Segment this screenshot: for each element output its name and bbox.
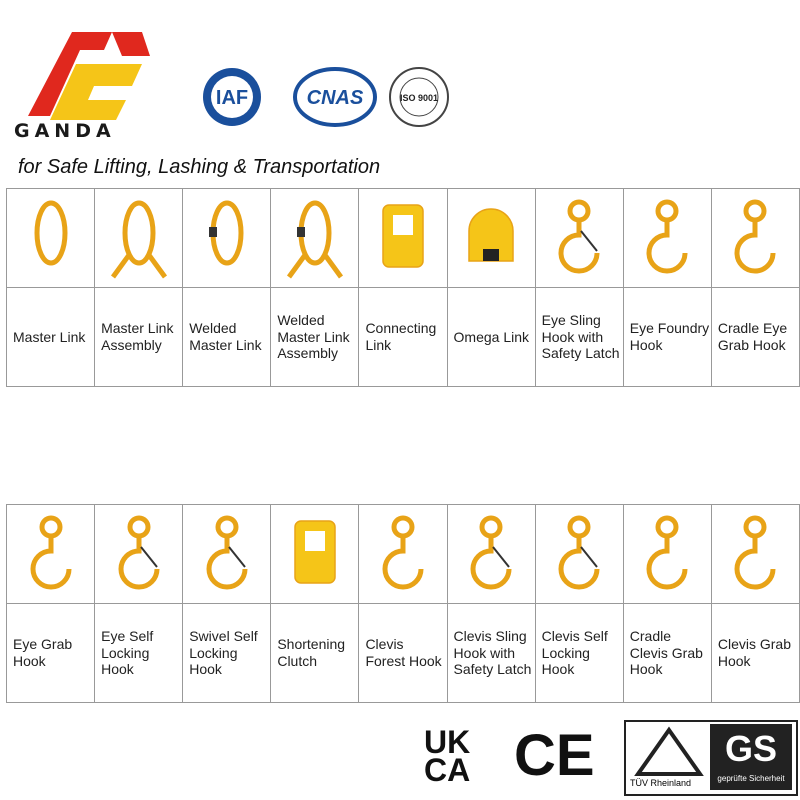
- product-image-cell: [447, 189, 535, 288]
- clevis-grab-hook-icon: [715, 507, 795, 597]
- welded-master-link-assembly-icon: [275, 191, 355, 281]
- product-image-cell: [711, 505, 799, 604]
- product-image-cell: [95, 189, 183, 288]
- gs-badge: GS geprüfte Sicherheit: [710, 724, 792, 790]
- product-image-cell: [183, 189, 271, 288]
- product-image-cell: [95, 505, 183, 604]
- product-image-cell: [7, 189, 95, 288]
- connecting-link-icon: [363, 191, 443, 281]
- product-label: Clevis Sling Hook with Safety Latch: [447, 604, 535, 703]
- welded-master-link-icon: [187, 191, 267, 281]
- shortening-clutch-icon: [275, 507, 355, 597]
- iso-logo: [388, 66, 450, 128]
- ce-mark: CE: [514, 723, 595, 788]
- omega-link-icon: [451, 191, 531, 281]
- cnas-logo: [292, 66, 378, 128]
- product-label: Swivel Self Locking Hook: [183, 604, 271, 703]
- tuv-triangle-icon: [634, 726, 704, 778]
- eye-grab-hook-icon: [11, 507, 91, 597]
- product-label: Shortening Clutch: [271, 604, 359, 703]
- eye-self-locking-hook-icon: [99, 507, 179, 597]
- product-label: Master Link: [7, 288, 95, 387]
- cradle-clevis-grab-hook-icon: [627, 507, 707, 597]
- product-image-cell: [359, 505, 447, 604]
- tagline: for Safe Lifting, Lashing & Transportation: [18, 156, 381, 178]
- cnas-text: CNAS: [306, 87, 364, 109]
- product-image-cell: [623, 189, 711, 288]
- clevis-forest-hook-icon: [363, 507, 443, 597]
- product-label: Clevis Grab Hook: [711, 604, 799, 703]
- product-image-cell: [271, 505, 359, 604]
- product-label: Omega Link: [447, 288, 535, 387]
- iaf-text: IAF: [215, 87, 249, 109]
- product-table-row1: [6, 188, 800, 387]
- product-label: Connecting Link: [359, 288, 447, 387]
- product-label: Cradle Eye Grab Hook: [711, 288, 799, 387]
- eye-sling-hook-icon: [539, 191, 619, 281]
- logo-text: GANDA: [14, 120, 116, 142]
- product-image-cell: [535, 505, 623, 604]
- product-label: Eye Foundry Hook: [623, 288, 711, 387]
- product-image-cell: [535, 189, 623, 288]
- clevis-sling-hook-icon: [451, 507, 531, 597]
- product-image-cell: [623, 505, 711, 604]
- product-image-cell: [711, 189, 799, 288]
- product-label: Cradle Clevis Grab Hook: [623, 604, 711, 703]
- product-image-cell: [359, 189, 447, 288]
- product-label: Eye Self Locking Hook: [95, 604, 183, 703]
- iaf-logo: [180, 66, 284, 128]
- product-label: Eye Sling Hook with Safety Latch: [535, 288, 623, 387]
- product-image-cell: [183, 505, 271, 604]
- ukca-mark: UK CA: [424, 724, 471, 788]
- clevis-self-locking-hook-icon: [539, 507, 619, 597]
- master-link-assembly-icon: [99, 191, 179, 281]
- product-image-cell: [271, 189, 359, 288]
- iso-text: ISO 9001: [399, 93, 439, 103]
- eye-foundry-hook-icon: [627, 191, 707, 281]
- cradle-eye-grab-hook-icon: [715, 191, 795, 281]
- product-label: Clevis Self Locking Hook: [535, 604, 623, 703]
- product-label: Welded Master Link Assembly: [271, 288, 359, 387]
- product-label: Eye Grab Hook: [7, 604, 95, 703]
- product-label: Master Link Assembly: [95, 288, 183, 387]
- product-table-row2: [6, 504, 800, 703]
- tuv-text: TÜV Rheinland: [630, 778, 692, 788]
- product-image-cell: [447, 505, 535, 604]
- product-image-cell: [7, 505, 95, 604]
- product-label: Welded Master Link: [183, 288, 271, 387]
- swivel-self-locking-hook-icon: [187, 507, 267, 597]
- tuv-gs-mark: [624, 720, 798, 796]
- master-link-icon: [11, 191, 91, 281]
- product-label: Clevis Forest Hook: [359, 604, 447, 703]
